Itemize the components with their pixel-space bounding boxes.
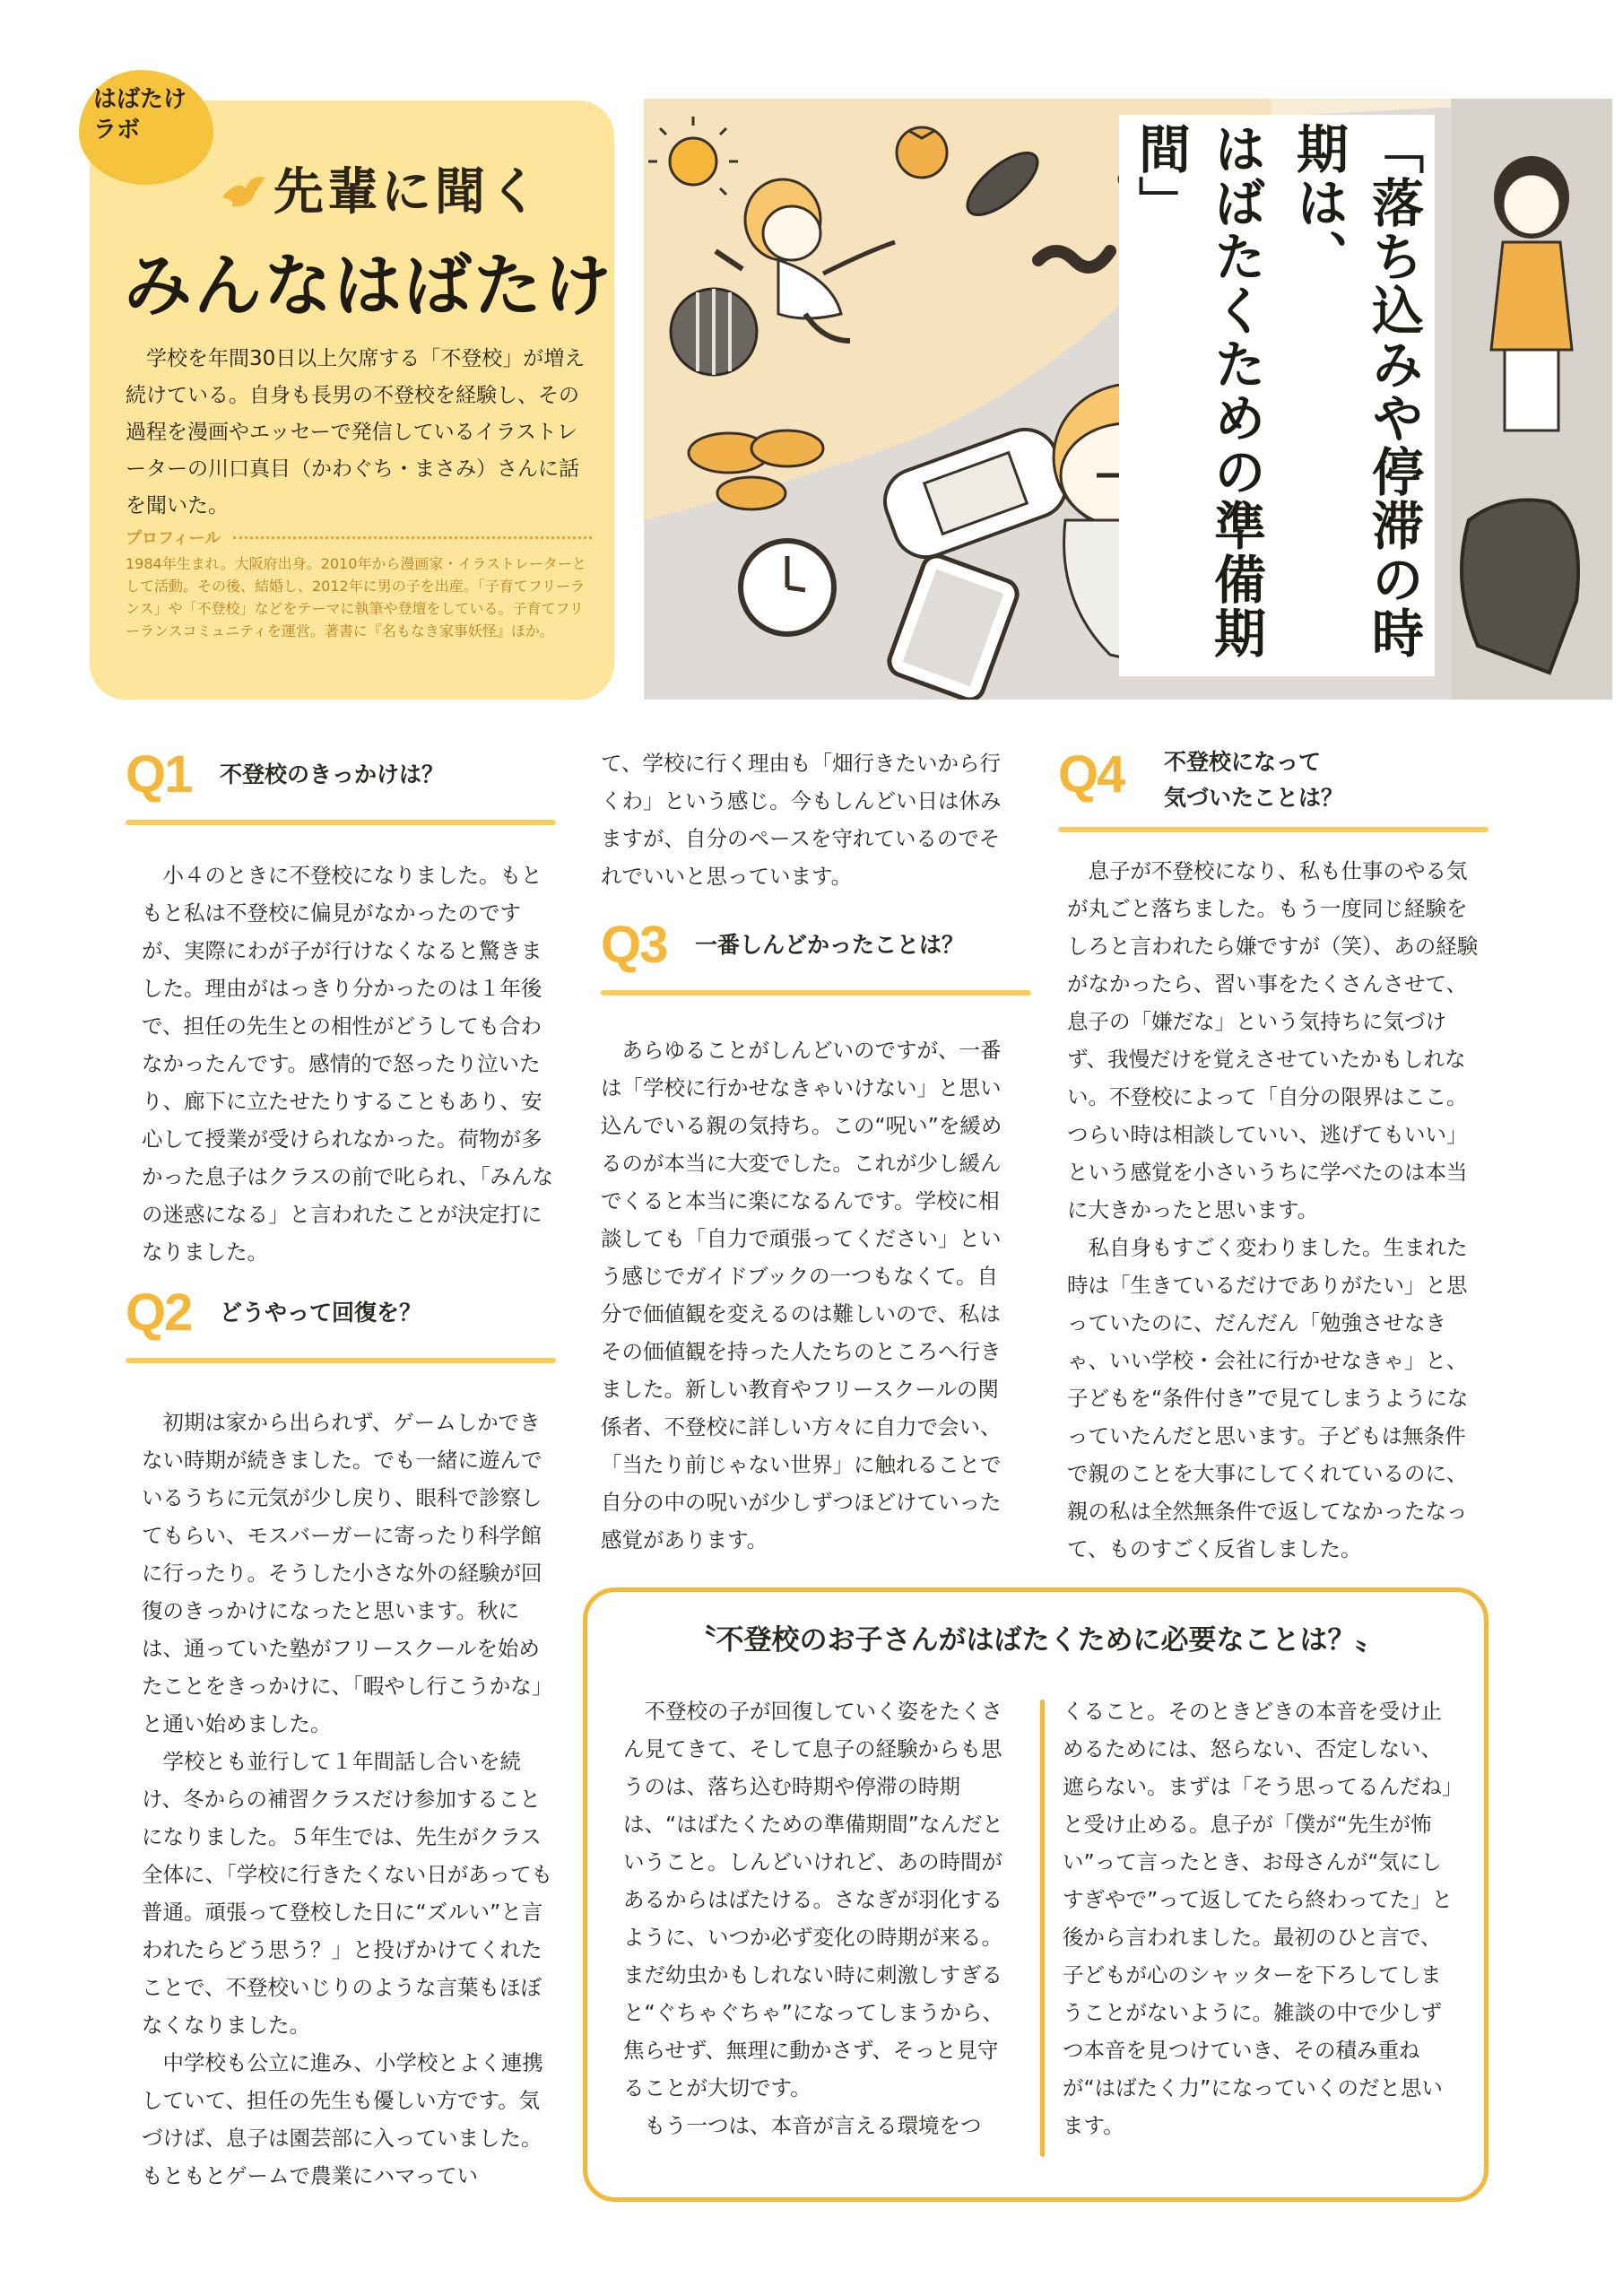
q1-title: 不登校のきっかけは？ [220, 761, 445, 787]
callout-left-paragraph-2: もう一つは、本音が言える環境をつ [644, 2113, 982, 2138]
q4-rule [1058, 827, 1488, 832]
q3-number: Q3 [601, 916, 667, 974]
q2-rule [126, 1358, 556, 1363]
callout-box [583, 1587, 1488, 2202]
q2-answer-continued [601, 744, 1013, 895]
q4-heading [1058, 744, 1488, 832]
lead-text: 学校を年間30日以上欠席する「不登校」が増え続けている。自身も長男の不登校を経験し、その過程を漫画やエッセーで発信しているイラストレーターの川口真目（かわぐち・まさみ）さんに話を聞いた。 [126, 347, 586, 517]
main-title: みんなはばたけ [124, 246, 613, 326]
q1-rule [126, 820, 556, 825]
q1-paragraph: 小４のときに不登校になりました。もともと私は不登校に偏見がなかったのですが、実際にわが子が行けなくなると驚きました。理由がはっきり分かったのは１年後で、担任の先生との相性がどうしても合わなかったんです。感情的で怒ったり泣いたり、廊下に立たせたりすることもあり、安心して授業が受けられなかった。荷物が多かった息子はクラスの前で叱られ、「みんなの迷惑になる」と言われたことが決定打になりました。 [142, 863, 553, 1265]
q4-title-line-2: 気づいたことは？ [1164, 785, 1344, 811]
q2-answer [142, 1404, 554, 2195]
q2-paragraph-2: 学校とも並行して１年間話し合いを続け、冬からの補習クラスだけ参加することになりました。５年生では、先生がクラス全体に、「学校に行きたくない日があっても普通。頑張って登校した日に“ズルい”と言われたらどう思う？」と投げかけてくれたことで、不登校いじりのような言葉もほぼなくなりました。 [142, 1749, 553, 2038]
callout-left-paragraph-1: 不登校の子が回復していく姿をたくさん見てきて、そして息子の経験からも思うのは、落ち込む時期や停滞の時期は、“はばたくための準備期間”なんだということ。しんどいけれど、あの時間があるからはばたける。さなぎが羽化するように、いつか必ず変化の時期が来る。まだ幼虫かもしれない時に刺激しすぎると“ぐちゃぐちゃ”になってしまうから、焦らせず、無理に動かさず、そっと見守ることが大切です。 [623, 1699, 1003, 2100]
headline-line-1: 「落ち込みや停滞の時期は、 [1277, 115, 1435, 676]
q2-title: どうやって回復を？ [220, 1300, 422, 1326]
tomato-icon [897, 127, 947, 178]
headline [1130, 115, 1435, 676]
q3-paragraph: あらゆることがしんどいのですが、一番は「学校に行かせなきゃいけない」と思い込んでいる親の気持ち。この“呪い”を緩めるのが本当に大変でした。これが少し緩んでくると本当に楽になるんです。学校に相談しても「自力で頑張ってください」という感じでガイドブックの一つもなくて。自分で価値観を変えるのは難しいので、私はその価値観を持った人たちのところへ行きました。新しい教育やフリースクールの関係者、不登校に詳しい方々に自力で会い、「当たり前じゃない世界」に触れることで自分の中の呪いが少しずつほどけていった感覚があります。 [601, 1038, 1002, 1552]
q4-title-line-1: 不登校になって [1164, 749, 1322, 775]
callout-title: 〝不登校のお子さんがはばたくために必要なことは？〟 [688, 1624, 1384, 1657]
q4-paragraph-2: 私自身もすごく変わりました。生まれた時は「生きているだけでありがたい」と思っていたのに、だんだん「勉強させなきゃ、いい学校・会社に行かせなきゃ」と、子どもを“条件付き”で見てしまうようになっていたんだと思います。子どもは無条件で親のことを大事にしてくれているのに、親の私は全然無条件で返してなかったなって、ものすごく反省しました。 [1067, 1235, 1469, 1561]
q4-paragraph-1: 息子が不登校になり、私も仕事のやる気が丸ごと落ちました。もう一度同じ経験をしろと言われたら嫌ですが（笑）、あの経験がなかったら、習い事をたくさんさせて、息子の「嫌だな」という気持ちに気づけず、我慢だけを覚えさせていたかもしれない。不登校によって「自分の限界はここ。つらい時は相談していい、逃げてもいい」という感覚を小さいうちに学べたのは本当に大きかったと思います。 [1067, 858, 1479, 1222]
callout-left-column [623, 1692, 1018, 2144]
callout-divider [1040, 1700, 1045, 2157]
q2-heading [126, 1283, 556, 1363]
callout-right-column [1063, 1692, 1457, 2144]
q3-heading [601, 915, 1031, 996]
bird-icon [219, 170, 269, 213]
badge-label: はばたけラボ [93, 86, 187, 144]
profile-rule [233, 536, 592, 539]
clock-icon [741, 541, 834, 634]
profile-heading: プロフィール [126, 529, 221, 548]
backpack-icon [1462, 500, 1578, 674]
callout-right-paragraph: くること。そのときどきの本音を受け止めるためには、怒らない、否定しない、遮らない。まずは「そう思ってるんだね」と受け止める。息子が「僕が“先生が怖い”って言ったとき、お母さんが“気にしすぎやで”って返してたら終わってた」と後から言われました。最初のひと言で、子どもが心のシャッターを下ろしてしまうことがないように。雑談の中で少しずつ本音を見つけていき、その積み重ねが“はばたく力”になっていくのだと思います。 [1063, 1699, 1453, 2138]
q4-number: Q4 [1058, 745, 1124, 804]
q2-paragraph-1: 初期は家から出られず、ゲームしかできない時期が続きました。でも一緒に遊んでいるうちに元気が少し戻り、眼科で診察してもらい、モスバーガーに寄ったり科学館に行ったり。そうした小さな外の経験が回復のきっかけになったと思います。秋には、通っていた塾がフリースクールを始めたことをきっかけに、「暇やし行こうかな」と通い始めました。 [142, 1410, 553, 1736]
q3-answer [601, 1031, 1013, 1559]
q1-heading [126, 744, 556, 825]
profile-text: 1984年生まれ。大阪府出身。2010年から漫画家・イラストレーターとして活動。その後、結婚し、2012年に男の子を出産。「子育てフリーランス」や「不登校」などをテーマに執筆や登壇をしている。子育てフリーランスコミュニティを運営。著書に『名もなき家事妖怪』ほか。 [126, 555, 586, 639]
q2-number: Q2 [126, 1283, 192, 1342]
q3-rule [601, 990, 1031, 996]
q2-paragraph-3: 中学校も公立に進み、小学校とよく連携していて、担任の先生も優しい方です。気づけば、息子は園芸部に入っていました。もともとゲームで農業にハマってい [142, 2050, 543, 2188]
watermelon-icon [671, 289, 757, 375]
q4-answer [1067, 852, 1480, 1568]
q1-number: Q1 [126, 745, 192, 804]
kicker-title: 先輩に聞く [273, 163, 542, 222]
q1-answer [142, 857, 554, 1271]
q2-continuation: て、学校に行く理由も「畑行きたいから行くわ」という感じ。今もしんどい日は休みますが、自分のペースを守れているのでそれでいいと思っています。 [601, 751, 1002, 889]
standing-mother-figure [1491, 156, 1572, 430]
headline-line-2: はばたくための準備期間」 [1119, 115, 1277, 676]
q3-title: 一番しんどかったことは？ [695, 932, 965, 958]
